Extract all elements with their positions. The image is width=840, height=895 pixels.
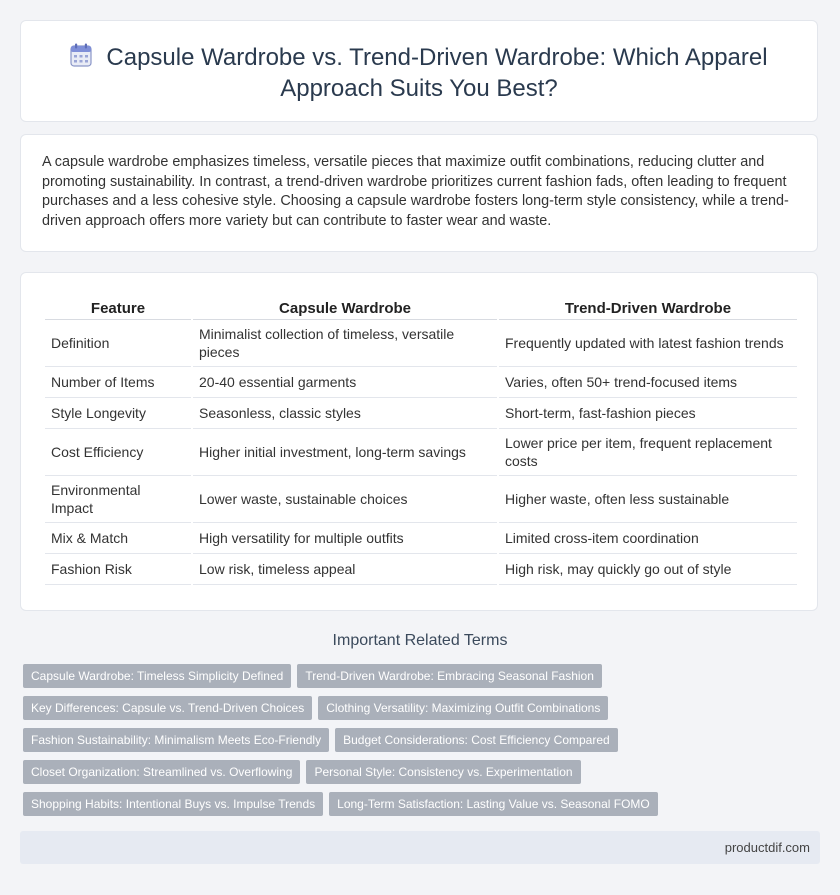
table-cell: Seasonless, classic styles xyxy=(193,398,497,429)
table-cell: Lower price per item, frequent replacement costs xyxy=(499,429,797,476)
intro-paragraph: A capsule wardrobe emphasizes timeless, versatile pieces that maximize outfit combinations, reducing clutter and promoting sustainability. In contrast, a trend-driven wardrobe prioritizes current fashion fads, often leading to frequent purchases and a less cohesive style. Choosing a capsule wardrobe fosters long-term style consistency, while a trend-driven approach offers more variety but can contribute to faster wear and waste. xyxy=(42,154,789,229)
term-row xyxy=(23,664,813,696)
table-header-row xyxy=(45,295,797,320)
term-row xyxy=(23,792,813,824)
table-row xyxy=(45,554,797,585)
related-terms-heading: Important Related Terms xyxy=(332,632,508,649)
table-row xyxy=(45,476,797,523)
related-term-tag[interactable]: Fashion Sustainability: Minimalism Meets Eco-Friendly xyxy=(23,728,329,752)
table-cell: Fashion Risk xyxy=(45,554,191,585)
table-row xyxy=(45,367,797,398)
table-cell: Definition xyxy=(45,320,191,367)
calendar-icon xyxy=(70,43,92,74)
table-cell: 20-40 essential garments xyxy=(193,367,497,398)
table-cell: Higher initial investment, long-term savings xyxy=(193,429,497,476)
column-header: Capsule Wardrobe xyxy=(193,295,497,320)
footer xyxy=(20,831,820,864)
table-row xyxy=(45,320,797,367)
site-credit[interactable]: productdif.com xyxy=(724,840,810,855)
related-term-tag[interactable]: Shopping Habits: Intentional Buys vs. Impulse Trends xyxy=(23,792,323,816)
table-row xyxy=(45,429,797,476)
table-row xyxy=(45,398,797,429)
table-cell: Cost Efficiency xyxy=(45,429,191,476)
table-cell: Limited cross-item coordination xyxy=(499,523,797,554)
related-term-tag[interactable]: Trend-Driven Wardrobe: Embracing Seasonal Fashion xyxy=(297,664,602,688)
related-term-tag[interactable]: Closet Organization: Streamlined vs. Overflowing xyxy=(23,760,300,784)
intro-card xyxy=(20,134,818,252)
table-cell: Low risk, timeless appeal xyxy=(193,554,497,585)
table-cell: Varies, often 50+ trend-focused items xyxy=(499,367,797,398)
related-term-tag[interactable]: Capsule Wardrobe: Timeless Simplicity Defined xyxy=(23,664,291,688)
column-header: Feature xyxy=(45,295,191,320)
table-cell: High risk, may quickly go out of style xyxy=(499,554,797,585)
related-term-tag[interactable]: Budget Considerations: Cost Efficiency Compared xyxy=(335,728,618,752)
table-cell: Lower waste, sustainable choices xyxy=(193,476,497,523)
page-title: Capsule Wardrobe vs. Trend-Driven Wardrobe: Which Apparel Approach Suits You Best? xyxy=(106,44,768,102)
table-cell: Number of Items xyxy=(45,367,191,398)
related-term-tag[interactable]: Personal Style: Consistency vs. Experimentation xyxy=(306,760,580,784)
table-cell: Frequently updated with latest fashion trends xyxy=(499,320,797,367)
term-row xyxy=(23,728,813,760)
comparison-table xyxy=(43,295,799,585)
related-term-tag[interactable]: Long-Term Satisfaction: Lasting Value vs. Seasonal FOMO xyxy=(329,792,658,816)
table-cell: Short-term, fast-fashion pieces xyxy=(499,398,797,429)
term-row xyxy=(23,696,813,728)
table-row xyxy=(45,523,797,554)
related-term-tag[interactable]: Clothing Versatility: Maximizing Outfit Combinations xyxy=(318,696,608,720)
table-cell: Environmental Impact xyxy=(45,476,191,523)
table-cell: Higher waste, often less sustainable xyxy=(499,476,797,523)
comparison-card xyxy=(20,272,818,611)
table-cell: Mix & Match xyxy=(45,523,191,554)
table-cell: Style Longevity xyxy=(45,398,191,429)
related-terms-list xyxy=(23,664,813,824)
table-cell: High versatility for multiple outfits xyxy=(193,523,497,554)
table-cell: Minimalist collection of timeless, versatile pieces xyxy=(193,320,497,367)
column-header: Trend-Driven Wardrobe xyxy=(499,295,797,320)
page-title-wrap xyxy=(61,43,777,103)
title-card xyxy=(20,20,818,122)
term-row xyxy=(23,760,813,792)
related-term-tag[interactable]: Key Differences: Capsule vs. Trend-Driven Choices xyxy=(23,696,312,720)
